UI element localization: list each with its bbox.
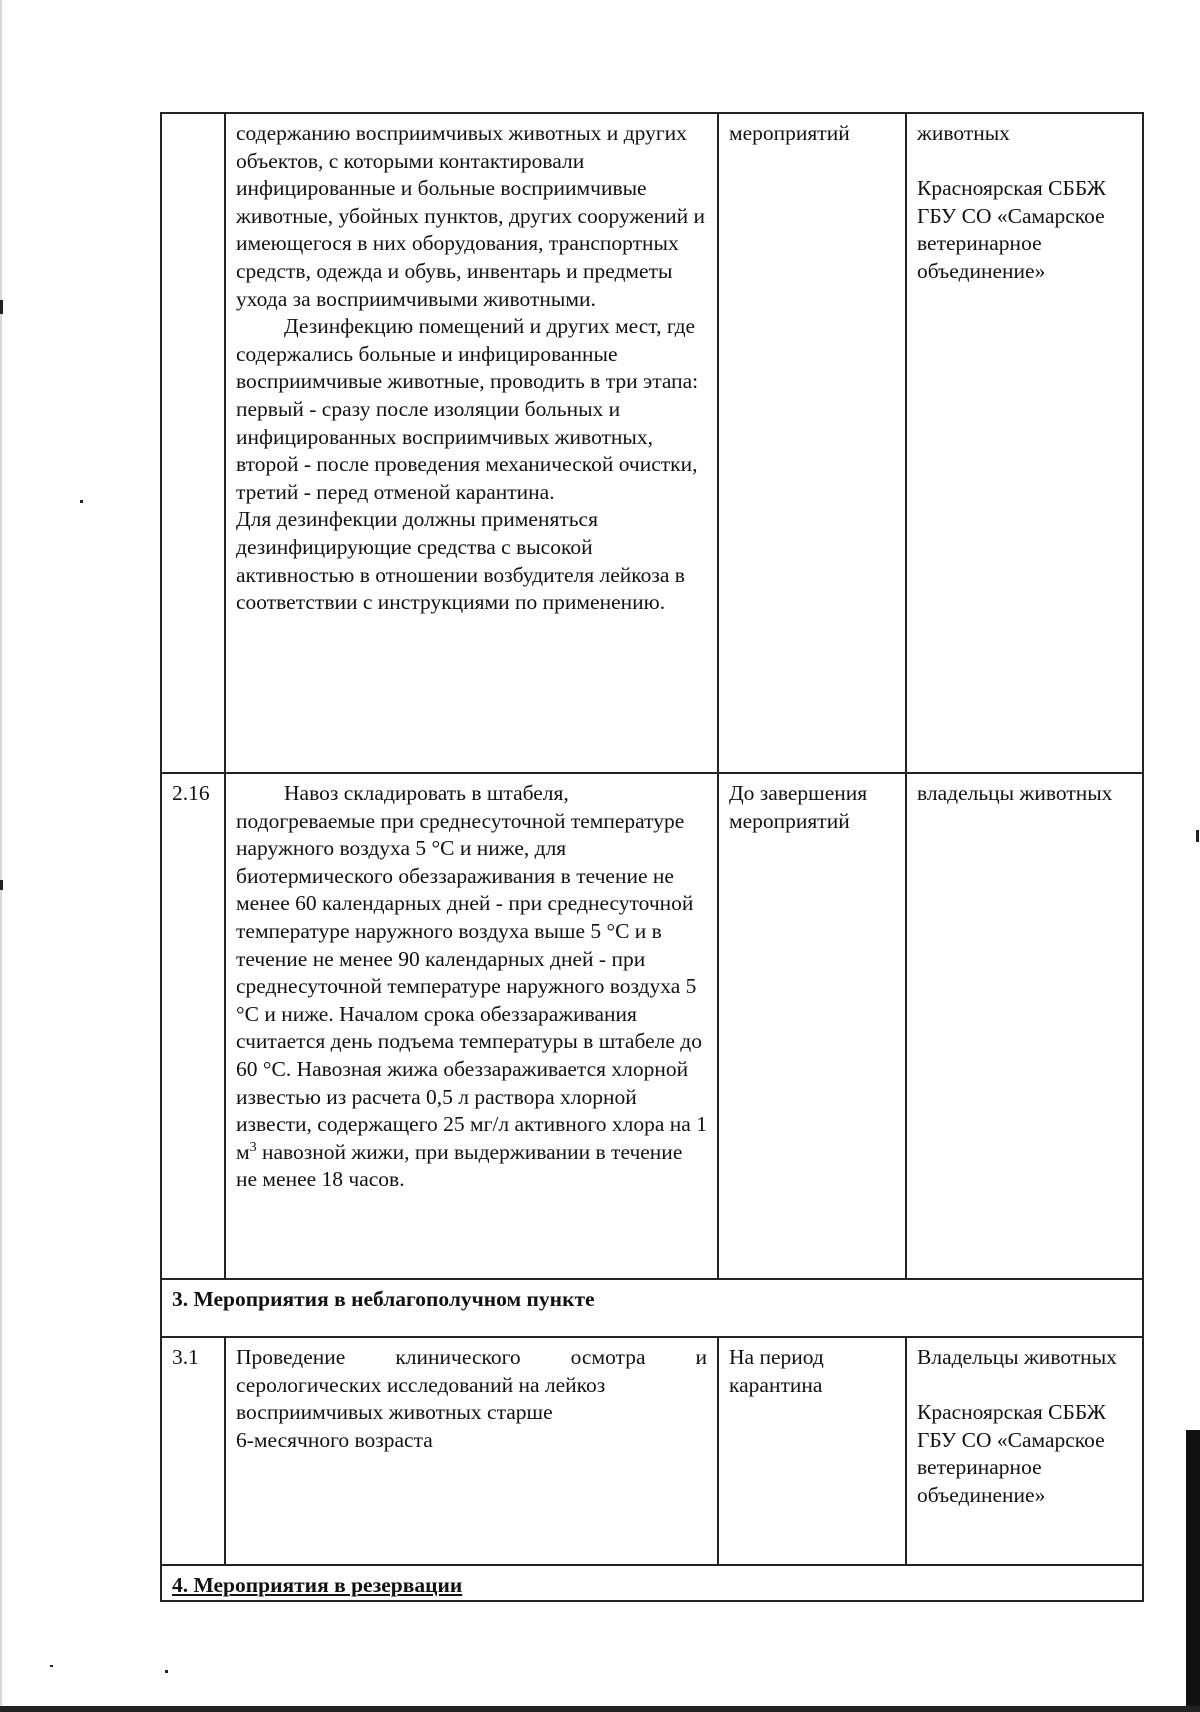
section-title: 3. Мероприятия в неблагополучном пункте (161, 1279, 1143, 1337)
measure-responsible (906, 113, 1143, 773)
scan-edge (0, 1706, 1200, 1712)
description-line: 6-месячного возраста (236, 1427, 433, 1452)
scan-speck (80, 500, 83, 503)
measures-table (160, 112, 1144, 1602)
scan-speck (165, 1670, 168, 1673)
measure-description (225, 1337, 718, 1565)
description-paragraph: Для дезинфекции должны применяться дезинфицирующие средства с высокой активностью в отношении возбудителя лейкоза в соответствии с инструкциями по применению. (236, 507, 685, 615)
measure-term: На период карантина (718, 1337, 906, 1565)
section-header-row (161, 1565, 1143, 1601)
responsible-organization: Красноярская СББЖ ГБУ СО «Самарское ветеринарное объединение» (917, 1400, 1106, 1507)
measure-responsible (906, 1337, 1143, 1565)
description-text: Навоз складировать в штабеля, подогреваемые при среднесуточной температуре наружного воздуха 5 °С и ниже, для биотермического обеззараживания в течение не менее 60 календарных дней - при среднесуточной температуре наружного воздуха выше 5 °С и в течение не менее 90 календарных дней - при среднесуточной температуре наружного воздуха 5 °С и ниже. Началом срока обеззараживания считается день подъема температуры в штабеле до 60 °С. Навозная жижа обеззараживается хлорной известью из расчета 0,5 л раствора хлорной извести, содержащего 25 мг/л активного хлора на 1 м (236, 781, 707, 1164)
table-row (161, 1337, 1143, 1565)
description-paragraph (236, 780, 707, 1194)
scan-speck (0, 880, 3, 890)
scan-edge (0, 0, 2, 1712)
section-header-row (161, 1279, 1143, 1337)
measure-term: мероприятий (718, 113, 906, 773)
table-row (161, 113, 1143, 773)
row-number: 2.16 (161, 773, 225, 1279)
measure-description (225, 773, 718, 1279)
row-number: 3.1 (161, 1337, 225, 1565)
description-line: восприимчивых животных старше (236, 1400, 553, 1425)
row-number (161, 113, 225, 773)
description-paragraph: Дезинфекцию помещений и других мест, где содержались больные и инфицированные восприимчивые животные, проводить в три этапа: первый - сразу после изоляции больных и инфицированных восприимчивых животных, второй - после проведения механической очистки, третий - перед отменой карантина. (236, 314, 699, 504)
section-title (161, 1565, 1143, 1601)
description-paragraph: содержанию восприимчивых животных и других объектов, с которыми контактировали инфицированные и больные восприимчивые животные, убойных пунктов, других сооружений и имеющегося в них оборудования, транспортных средств, одежда и обувь, инвентарь и предметы ухода за восприимчивыми животными. (236, 121, 705, 311)
responsible-organization: Красноярская СББЖ ГБУ СО «Самарское ветеринарное объединение» (917, 176, 1106, 283)
scan-speck (50, 1665, 53, 1667)
scan-speck (1196, 830, 1199, 842)
measure-responsible: владельцы животных (906, 773, 1143, 1279)
responsible-line: животных (917, 121, 1010, 145)
responsible-line: Владельцы животных (917, 1345, 1117, 1369)
measure-description (225, 113, 718, 773)
superscript: 3 (249, 1139, 257, 1155)
description-text: навозной жижи, при выдерживании в течение не менее 18 часов. (236, 1139, 683, 1192)
table-row (161, 773, 1143, 1279)
scan-edge (1186, 1430, 1200, 1712)
section-title-text: 4. Мероприятия в резервации (172, 1573, 463, 1597)
measure-term: До завершения мероприятий (718, 773, 906, 1279)
scan-speck (0, 300, 3, 314)
description-paragraph: Проведение клинического осмотра и серологических исследований на лейкоз (236, 1345, 707, 1397)
